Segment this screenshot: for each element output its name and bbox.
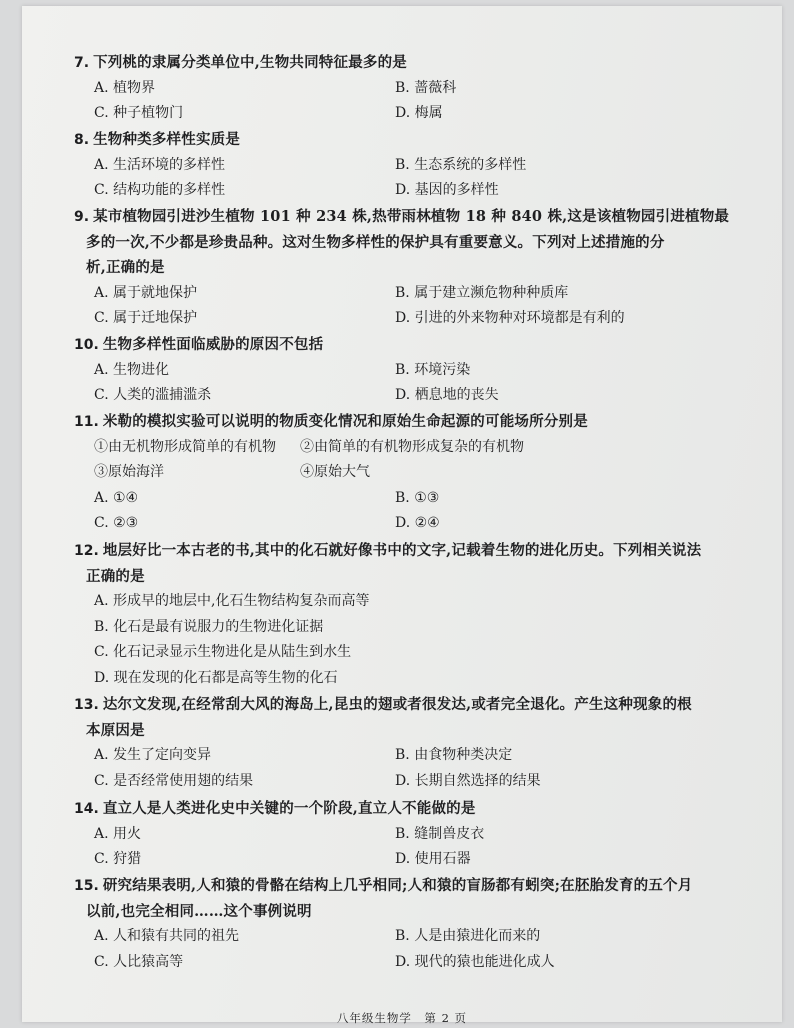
option-c[interactable]: C. 狩猎 xyxy=(94,851,142,867)
question-stem: 多的一次,不少都是珍贵品种。这对生物多样性的保护具有重要意义。下列对上述措施的分 xyxy=(86,233,665,251)
question-stem: 达尔文发现,在经常刮大风的海岛上,昆虫的翅或者很发达,或者完全退化。产生这种现象的根 xyxy=(102,696,692,713)
option-c[interactable]: C. 人比猿高等 xyxy=(94,953,184,970)
option-d[interactable]: D. 现代的猿也能进化成人 xyxy=(395,953,555,970)
question-stem: 研究结果表明,人和猿的骨骼在结构上几乎相同;人和猿的盲肠都有蚓突;在胚胎发育的五个月 xyxy=(102,877,693,894)
option-a[interactable]: A. 植物界 xyxy=(94,79,156,96)
option-d[interactable]: D. 现在发现的化石都是高等生物的化石 xyxy=(94,669,338,686)
page-footer: 八年级生物学 第 2 页 xyxy=(336,1011,468,1025)
question-12 xyxy=(74,538,734,691)
question-10 xyxy=(74,332,734,409)
question-stem: 下列桃的隶属分类单位中,生物共同特征最多的是 xyxy=(93,54,408,71)
option-c[interactable]: C. 人类的滥捕滥杀 xyxy=(94,387,212,403)
option-b[interactable]: B. 环境污染 xyxy=(395,361,471,378)
question-8 xyxy=(74,127,734,204)
question-number: 12. xyxy=(74,543,99,559)
option-a[interactable]: A. 生物进化 xyxy=(94,361,170,378)
option-b[interactable]: B. 蔷薇科 xyxy=(395,79,457,96)
option-d[interactable]: D. 梅属 xyxy=(395,105,443,121)
statement-1: ①由无机物形成简单的有机物 xyxy=(94,438,276,455)
question-number: 8. xyxy=(74,132,90,148)
option-b[interactable]: B. 属于建立濒危物种种质库 xyxy=(395,284,569,301)
option-d[interactable]: D. 基因的多样性 xyxy=(395,182,499,198)
option-a[interactable]: A. 属于就地保护 xyxy=(94,284,198,301)
question-number: 10. xyxy=(74,337,99,353)
question-13 xyxy=(74,692,734,794)
question-stem: 本原因是 xyxy=(86,721,145,739)
question-number: 7. xyxy=(74,55,90,71)
option-c[interactable]: C. 结构功能的多样性 xyxy=(94,182,226,198)
option-c[interactable]: C. 种子植物门 xyxy=(94,105,184,121)
question-stem: 生物多样性面临威胁的原因不包括 xyxy=(102,336,324,353)
option-c[interactable]: C. ②③ xyxy=(94,515,139,531)
question-14 xyxy=(74,796,734,873)
statement-2: ②由简单的有机物形成复杂的有机物 xyxy=(300,438,524,455)
option-c[interactable]: C. 属于迁地保护 xyxy=(94,310,198,326)
option-b[interactable]: B. 人是由猿进化而来的 xyxy=(395,928,541,944)
question-stem: 地层好比一本古老的书,其中的化石就好像书中的文字,记载着生物的进化历史。下列相关说法 xyxy=(102,542,702,559)
question-stem: 以前,也完全相同……这个事例说明 xyxy=(86,902,312,920)
option-a[interactable]: A. 发生了定向变异 xyxy=(94,747,212,763)
option-b[interactable]: B. 化石是最有说服力的生物进化证据 xyxy=(94,618,324,635)
question-number: 11. xyxy=(74,414,99,430)
statement-3: ③原始海洋 xyxy=(94,464,164,480)
exam-page xyxy=(22,6,782,1025)
question-15 xyxy=(74,873,734,975)
question-stem: 析,正确的是 xyxy=(86,259,165,276)
option-a[interactable]: A. ①④ xyxy=(94,489,139,506)
question-number: 15. xyxy=(74,878,99,894)
question-number: 14. xyxy=(74,801,99,817)
question-stem: 米勒的模拟实验可以说明的物质变化情况和原始生命起源的可能场所分别是 xyxy=(102,413,588,430)
option-d[interactable]: D. 引进的外来物种对环境都是有利的 xyxy=(395,310,625,326)
question-7 xyxy=(74,50,734,127)
question-stem: 生物种类多样性实质是 xyxy=(93,131,241,148)
question-stem: 某市植物园引进沙生植物 101 种 234 株,热带雨林植物 18 种 840 株,这是该植物园引进植物最 xyxy=(93,208,730,225)
option-b[interactable]: B. 由食物种类决定 xyxy=(395,747,513,763)
option-d[interactable]: D. 长期自然选择的结果 xyxy=(395,772,541,789)
option-b[interactable]: B. 缝制兽皮衣 xyxy=(395,825,485,842)
option-d[interactable]: D. ②④ xyxy=(395,515,440,531)
option-d[interactable]: D. 使用石器 xyxy=(395,851,471,867)
option-a[interactable]: A. 用火 xyxy=(94,825,142,842)
option-b[interactable]: B. 生态系统的多样性 xyxy=(395,156,527,173)
option-c[interactable]: C. 是否经常使用翅的结果 xyxy=(94,772,254,789)
option-b[interactable]: B. ①③ xyxy=(395,489,440,506)
option-c[interactable]: C. 化石记录显示生物进化是从陆生到水生 xyxy=(94,644,352,660)
option-a[interactable]: A. 人和猿有共同的祖先 xyxy=(94,928,240,944)
option-a[interactable]: A. 形成早的地层中,化石生物结构复杂而高等 xyxy=(94,593,370,609)
option-d[interactable]: D. 栖息地的丧失 xyxy=(395,387,499,403)
question-number: 9. xyxy=(74,209,90,225)
statement-4: ④原始大气 xyxy=(300,464,370,480)
question-stem: 正确的是 xyxy=(86,567,145,585)
question-number: 13. xyxy=(74,697,99,713)
question-stem: 直立人是人类进化史中关键的一个阶段,直立人不能做的是 xyxy=(102,800,476,817)
option-a[interactable]: A. 生活环境的多样性 xyxy=(94,156,226,173)
question-11 xyxy=(74,409,734,537)
question-9 xyxy=(74,204,734,332)
